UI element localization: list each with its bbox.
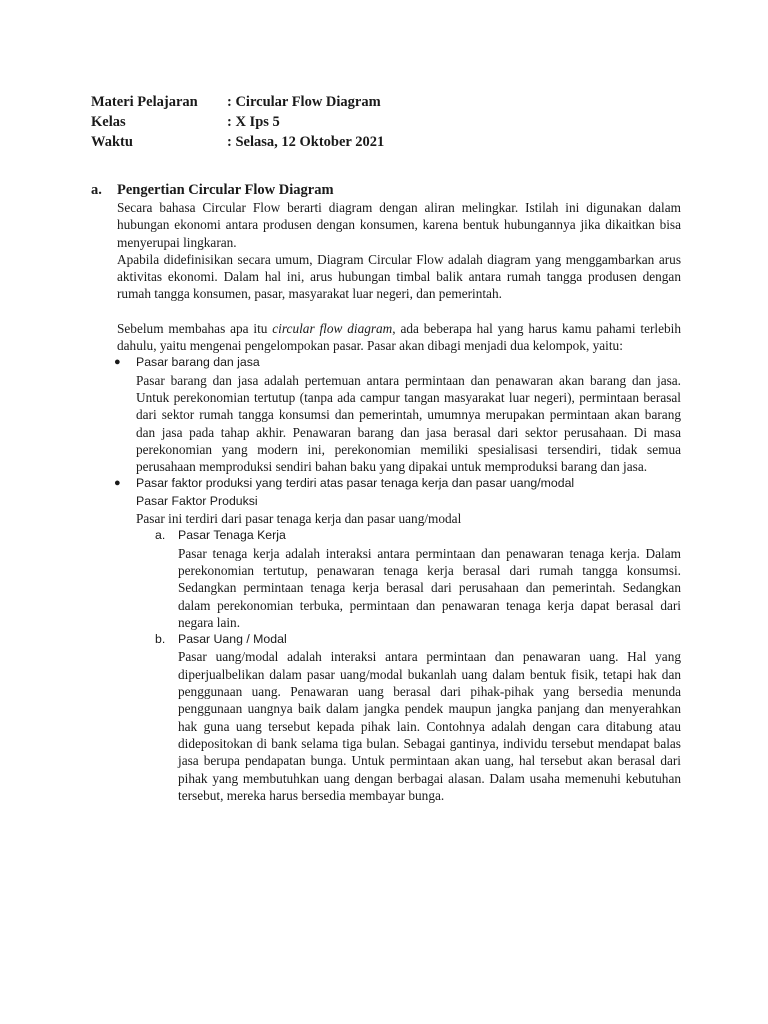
sub-item-text: Pasar tenaga kerja adalah interaksi antara permintaan dan penawaran tenaga kerja. Dalam perekonomian tertutup, penawaran tenaga kerja berasal dari rumah tangga konsumsi. Sedangkan permintaan tenaga kerja berasal dari perusahaan dan pemerintah. Sedangkan dalam perekonomian terbuka, permintaan dan penawaran tenaga kerja dapat berasal dari negara lain. <box>178 545 681 630</box>
faktor-produksi-block <box>136 493 681 804</box>
lesson-header <box>91 92 511 152</box>
bullet-text: Pasar barang dan jasa adalah pertemuan antara permintaan dan penawaran akan barang dan jasa. Untuk perekonomian tertutup (tanpa ada campur tangan masyarakat luar negeri), permintaan berasal dari sektor rumah tangga konsumsi dan pemerintah, umumnya merupakan permintaan akan barang dan jasa pada tahap akhir. Penawaran barang dan jasa berasal dari sektor perusahaan. Di masa perekonomian yang modern ini, perekonomian memiliki spesialisasi tersendiri, tidak semua perusahaan memproduksi sendiri bahan baku yang dipakai untuk memproduksi barang dan jasa. <box>136 372 681 475</box>
intro-text: Pasar ini terdiri dari pasar tenaga kerja dan pasar uang/modal <box>136 511 462 527</box>
bullet-body <box>136 354 681 475</box>
sub-item-title: Pasar Tenaga Kerja <box>178 528 286 543</box>
sub-item-title: Pasar Uang / Modal <box>178 632 287 647</box>
header-value: : X Ips 5 <box>227 114 280 130</box>
sub-item-label: a. <box>155 528 166 543</box>
header-value: : Circular Flow Diagram <box>227 94 381 110</box>
sub-item-body <box>178 631 681 804</box>
bullet-icon: ● <box>114 356 121 369</box>
bullet-item-faktor-produksi <box>114 475 681 492</box>
section-body <box>114 199 682 804</box>
bullet-body <box>136 475 681 492</box>
sub-item-text: Pasar uang/modal adalah interaksi antara permintaan dan penawaran uang. Hal yang diperjualbelikan dalam pasar uang/modal bukanlah uang dalam bentuk fisik, tetapi hak dan penggunaan uang. Penawaran uang berasal dari pihak-pihak yang bersedia menunda penggunaan uangnya baik dalam jangka pendek maupun jangka panjang dan menyerahkan hak guna uang tersebut kepada pihak lain. Contohnya adalah dengan cara ditabung atau didepositokan di bank selama tiga bulan. Sebagai gantinya, individu tersebut mendapat balas jasa berupa pendapatan bunga. Untuk permintaan akan uang, hal tersebut akan berasal dari pihak yang membutuhkan uang dengan berbagai alasan. Dalam usaha memenuhi kebutuhan tersebut, mereka harus bersedia membayar bunga. <box>178 649 681 803</box>
header-row-materi <box>91 92 511 112</box>
sub-item-tenaga-kerja <box>155 527 681 631</box>
section-heading <box>91 181 681 199</box>
paragraph-3-end: , ada beberapa hal yang harus kamu pahami terlebih dahulu, yaitu mengenai pengelompokan pasar. Pasar akan dibagi menjadi dua kelompok, yaitu: <box>117 320 682 354</box>
header-key: Waktu <box>91 134 133 150</box>
header-value: : Selasa, 12 Oktober 2021 <box>227 134 385 150</box>
paragraph-3 <box>117 320 681 355</box>
paragraph-2: Apabila didefinisikan secara umum, Diagram Circular Flow adalah diagram yang menggambarkan arus aktivitas ekonomi. Dalam hal ini, arus hubungan timbal balik antara rumah tangga produsen dengan rumah tangga konsumen, pasar, masyarakat luar negeri, dan pemerintah. <box>117 251 681 302</box>
spacer <box>117 303 681 320</box>
bullet-item-barang-jasa <box>114 354 681 475</box>
bullet-title: Pasar barang dan jasa <box>136 355 260 370</box>
sub-item-label: b. <box>155 632 166 647</box>
header-key: Materi Pelajaran <box>91 94 198 110</box>
subheading: Pasar Faktor Produksi <box>136 493 258 508</box>
paragraph-3-italic: circular flow diagram <box>272 320 393 336</box>
section-title: Pengertian Circular Flow Diagram <box>117 182 334 198</box>
bullet-icon: ● <box>114 477 121 490</box>
section-label: a. <box>91 182 102 198</box>
header-key: Kelas <box>91 114 126 130</box>
section-a <box>91 181 681 804</box>
sub-item-uang-modal <box>155 631 681 804</box>
bullet-title: Pasar faktor produksi yang terdiri atas pasar tenaga kerja dan pasar uang/modal <box>136 476 575 491</box>
sub-item-body <box>178 527 681 631</box>
header-row-kelas <box>91 112 511 132</box>
paragraph-3-start: Sebelum membahas apa itu <box>117 320 273 336</box>
header-row-waktu <box>91 132 511 152</box>
paragraph-1: Secara bahasa Circular Flow berarti diagram dengan aliran melingkar. Istilah ini digunakan dalam hubungan ekonomi antara produsen dengan konsumen, karena bentuk hubungannya jika dikaitkan bisa menyerupai lingkaran. <box>117 200 681 250</box>
